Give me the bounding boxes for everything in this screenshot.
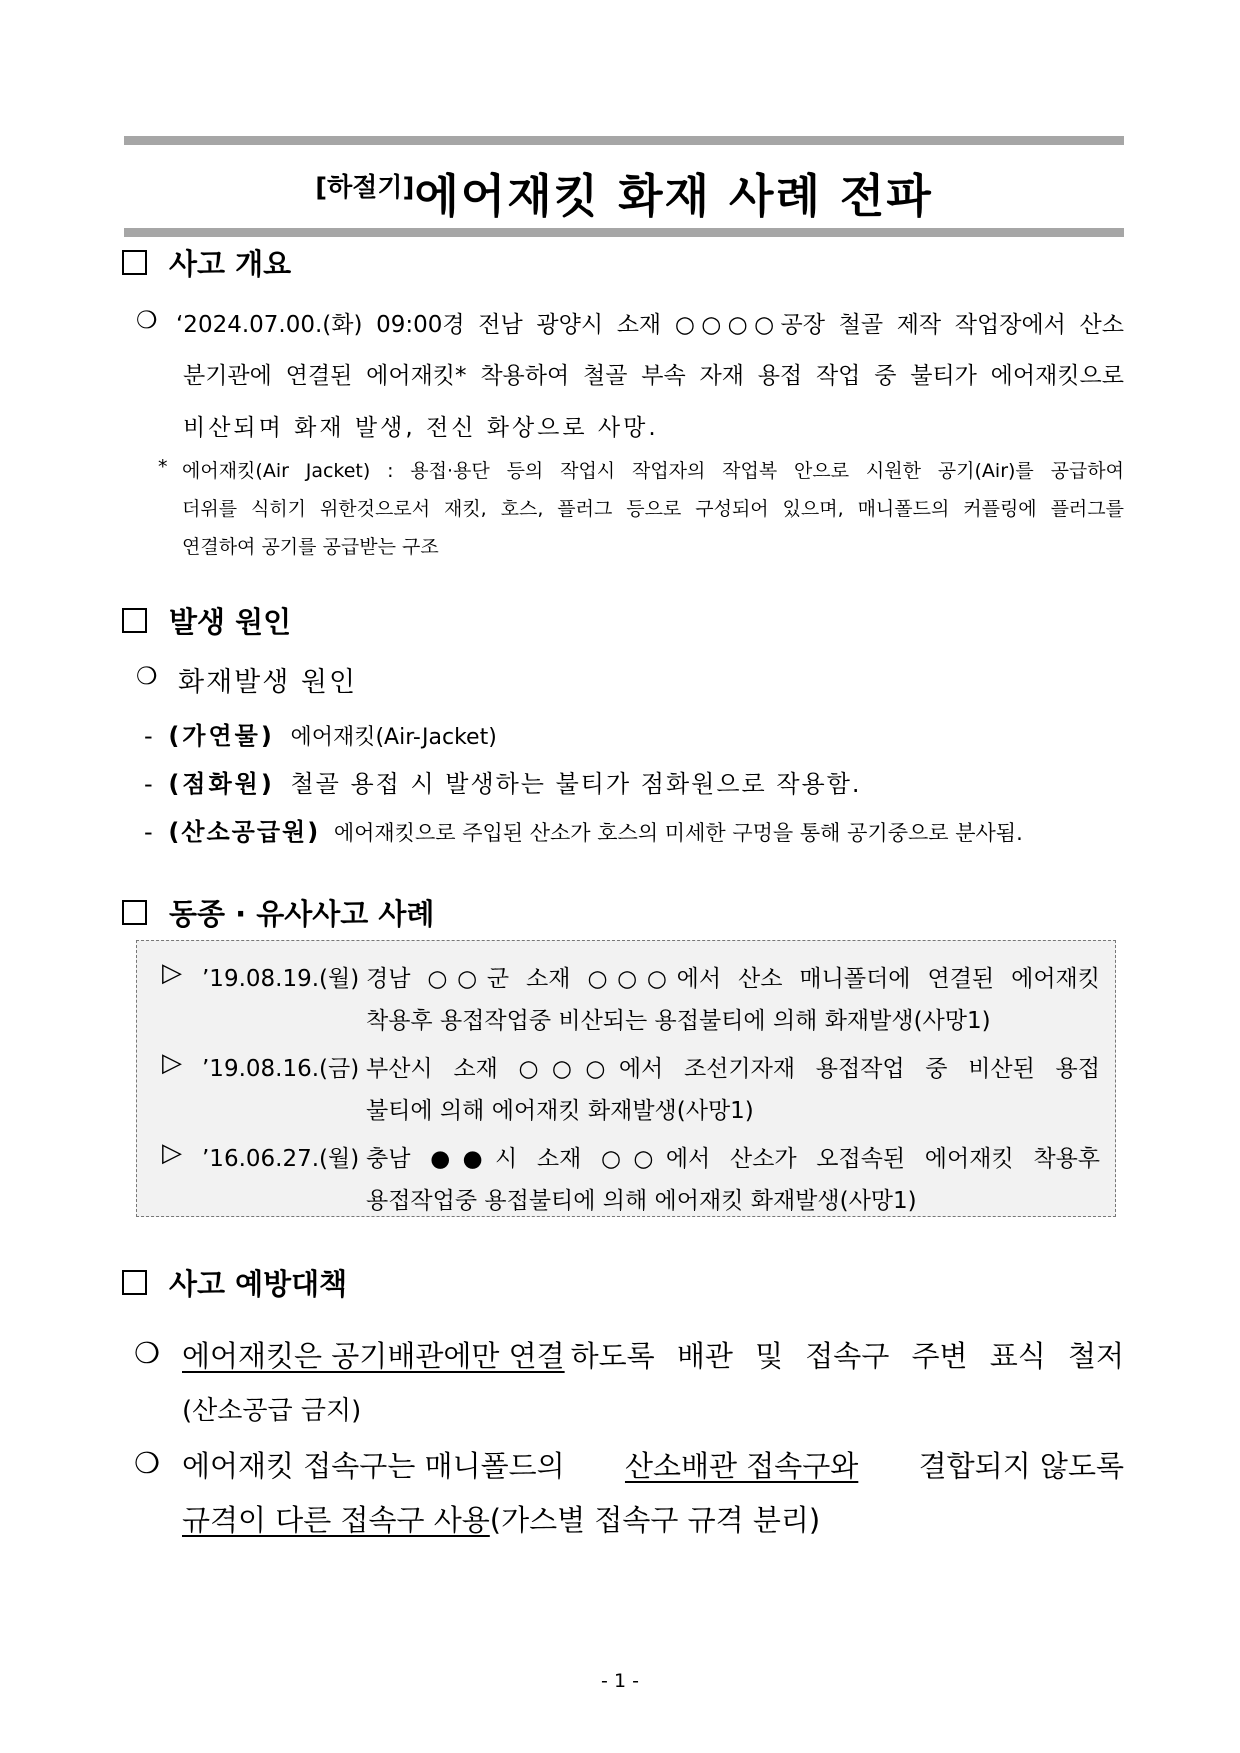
prevention-item-2-emphasis: 산소배관 접속구와 <box>624 1449 859 1483</box>
title-prefix: [하절기] <box>315 173 415 203</box>
cause-heading: 화재발생 원인 <box>178 667 358 698</box>
cause-item-label: (점화원) <box>168 770 275 798</box>
prevention-item-2-a: 에어재킷 접속구는 매니폴드의 <box>182 1449 565 1483</box>
triangle-bullet-icon: ▷ <box>162 1048 182 1078</box>
note-line-1: 에어재킷(Air Jacket) : 용접·용단 등의 작업시 작업자의 작업복 안으로 시원한 공기(Air)를 공급하여 <box>182 460 1124 482</box>
section-overview <box>122 242 291 283</box>
section-similar <box>122 892 434 933</box>
cause-item-label: (산소공급원) <box>168 818 321 846</box>
prevention-item-2-emphasis-2: 규격이 다른 접속구 사용 <box>182 1503 490 1537</box>
case-1-line-1: 경남 ○○군 소재 ○○○에서 산소 매니폴더에 연결된 에어재킷 <box>366 966 1100 992</box>
circle-bullet-icon: ❍ <box>134 1336 160 1370</box>
section-prevention <box>122 1262 347 1303</box>
section-similar-title: 동종 · 유사사고 사례 <box>169 897 435 931</box>
page-number: - 1 - <box>601 1670 639 1692</box>
circle-bullet-icon: ❍ <box>134 1446 160 1480</box>
cause-item-label: (가연물) <box>168 722 275 750</box>
triangle-bullet-icon: ▷ <box>162 1138 182 1168</box>
dash-mark: - <box>144 818 153 846</box>
triangle-bullet-icon: ▷ <box>162 958 182 988</box>
prevention-item-2-line-2 <box>182 1498 820 1539</box>
case-1-date: ’19.08.19.(월) <box>202 966 360 992</box>
overview-line-2: 분기관에 연결된 에어재킷* 착용하여 철골 부속 자재 용접 작업 중 불티가 에어재킷으로 <box>183 363 1124 389</box>
bottom-rule <box>124 228 1124 237</box>
case-2-line-2: 불티에 의해 에어재킷 화재발생(사망1) <box>366 1098 754 1124</box>
cause-item-text: 철골 용접 시 발생하는 불티가 점화원으로 작용함. <box>290 770 862 798</box>
case-3-line-1: 충남 ●●시 소재 ○○에서 산소가 오접속된 에어재킷 착용후 <box>366 1146 1100 1172</box>
cause-item-text: 에어재킷으로 주입된 산소가 호스의 미세한 구멍을 통해 공기중으로 분사됨. <box>333 821 1023 845</box>
circle-bullet-icon: ❍ <box>136 306 158 334</box>
note-line-3: 연결하여 공기를 공급받는 구조 <box>182 536 439 558</box>
cause-item-oxygen <box>144 812 1023 847</box>
section-overview-title: 사고 개요 <box>169 247 292 281</box>
prevention-item-1-line-2: (산소공급 금지) <box>182 1396 362 1426</box>
note-asterisk: * <box>158 456 168 478</box>
cause-item-flammable <box>144 716 497 751</box>
section-cause <box>122 600 291 641</box>
overview-line-1: ‘2024.07.00.(화) 09:00경 전남 광양시 소재 ○○○○공장 철골 제작 작업장에서 산소 <box>176 312 1124 338</box>
note-line-2: 더위를 식히기 위한것으로서 재킷, 호스, 플러그 등으로 구성되어 있으며, 매니폴드의 커플링에 플러그를 <box>182 498 1124 520</box>
prevention-item-2-rest: (가스별 접속구 규격 분리) <box>489 1503 821 1537</box>
dash-mark: - <box>144 770 153 798</box>
circle-bullet-icon: ❍ <box>136 662 158 690</box>
overview-line-3: 비산되며 화재 발생, 전신 화상으로 사망. <box>183 415 659 441</box>
section-prevention-title: 사고 예방대책 <box>169 1267 348 1301</box>
prevention-item-2-b: 결합되지 않도록 <box>918 1449 1124 1483</box>
title-main: 에어재킷 화재 사례 전파 <box>414 169 933 223</box>
case-2-line-1: 부산시 소재 ○○○에서 조선기자재 용접작업 중 비산된 용접 <box>366 1056 1100 1082</box>
prevention-item-2 <box>182 1444 1124 1485</box>
top-rule <box>124 136 1124 145</box>
checkbox-square-icon <box>122 900 147 925</box>
case-2-date: ’19.08.16.(금) <box>202 1056 360 1082</box>
cause-item-text: 에어재킷(Air-Jacket) <box>290 725 497 750</box>
checkbox-square-icon <box>122 608 147 633</box>
checkbox-square-icon <box>122 250 147 275</box>
prevention-item-1-emphasis: 에어재킷은 공기배관에만 연결 <box>182 1339 565 1373</box>
section-cause-title: 발생 원인 <box>169 605 292 639</box>
case-3-date: ’16.06.27.(월) <box>202 1146 360 1172</box>
cause-item-ignition <box>144 764 862 799</box>
dash-mark: - <box>144 722 153 750</box>
case-3-line-2: 용접작업중 용접불티에 의해 에어재킷 화재발생(사망1) <box>366 1188 917 1214</box>
checkbox-square-icon <box>122 1270 147 1295</box>
page-title <box>124 160 1124 226</box>
prevention-item-1 <box>182 1334 1124 1375</box>
case-1-line-2: 착용후 용접작업중 비산되는 용접불티에 의해 화재발생(사망1) <box>366 1008 991 1034</box>
prevention-item-1-rest: 하도록 배관 및 접속구 주변 표식 철저 <box>570 1339 1124 1373</box>
